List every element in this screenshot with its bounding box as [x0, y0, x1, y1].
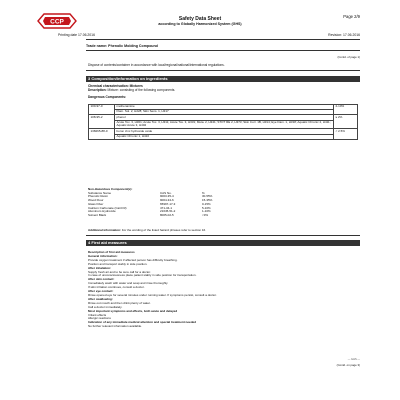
- nh-percent: 1-10%: [202, 209, 211, 214]
- nh-percent: 15-35%: [202, 198, 213, 203]
- first-aid-text: No further relevant information available.: [88, 324, 143, 329]
- first-aid-heading: Description of first aid measures: [88, 250, 135, 254]
- nh-substance: Wood Flour: [88, 198, 104, 203]
- nh-cas: 65997-17-3: [160, 201, 176, 206]
- nh-substance: Phenolic Resin: [88, 194, 109, 199]
- nh-percent: 0-15%: [202, 201, 211, 206]
- first-aid-text: Provide oxygen treatment if affected person has difficulty breathing.: [88, 257, 178, 262]
- trade-name: Trade name: Phenolic Molding Compound: [86, 44, 158, 48]
- description-label: Description:: [88, 88, 107, 92]
- first-aid-text: Supply fresh air and to be sure call for a doctor.: [88, 269, 151, 274]
- document-title: Safety Data Sheet: [178, 16, 222, 22]
- trade-name-divider: [86, 50, 360, 51]
- cas-cell: 108-95-2: [89, 115, 115, 129]
- logo-text: CCP: [50, 18, 64, 26]
- first-aid-text: Irritant effects: [88, 312, 107, 317]
- first-aid-list: [88, 251, 358, 329]
- percent-cell: 2-10%: [334, 105, 358, 115]
- disposal-statement: Dispose of contents/container in accordance with local/regional/national/international regulations.: [88, 63, 225, 67]
- ghs-separator: — GHS —: [347, 358, 360, 361]
- hazard-cell: Acute Tox. 3, H301; Acute Tox. 3, H311; Acute Tox. 3, H331; Muta. 2, H341; STOT RE 2, H373; Skin Corr. 1B, H314; Eye Dam. 1, H318; Aquatic Chronic 2, H411; Aquatic Acute 3, H402: [115, 120, 334, 129]
- document-subtitle: according to Globally Harmonized System (GHS): [158, 22, 242, 26]
- first-aid-text: Call a doctor immediately.: [88, 304, 123, 309]
- page-number: Page 2/9: [343, 14, 360, 19]
- section-3-heading: 3 Composition/information on ingredients: [86, 76, 360, 82]
- cas-cell: 138265-88-0: [89, 129, 115, 139]
- nh-header-name: Substance Name: [88, 190, 112, 195]
- first-aid-heading: After swallowing:: [88, 296, 113, 301]
- list-item: [88, 214, 288, 218]
- component-name-cell: boron zinc hydroxide oxide: [115, 129, 334, 134]
- first-aid-heading: Indication of any immediate medical attention and special treatment needed: [88, 320, 197, 325]
- hazard-cell: Aquatic Chronic 1, H410: [115, 134, 334, 139]
- nh-header-percent: %: [202, 190, 205, 195]
- nh-substance: Glass Fiber: [88, 201, 104, 206]
- first-aid-heading: General information:: [88, 253, 118, 258]
- nh-substance: Aluminum Hydroxide: [88, 209, 116, 214]
- additional-info-label: Additional information:: [88, 228, 121, 232]
- first-aid-text: If skin irritation continues, consult a doctor.: [88, 285, 145, 290]
- description-line: [88, 89, 175, 93]
- nh-substance: Calcium Carbonate (CaCO3): [88, 205, 127, 210]
- section-divider: [86, 235, 360, 236]
- nh-cas: 21645-51-2: [160, 209, 176, 214]
- nh-header-cas: CAS No.: [160, 190, 172, 195]
- cas-cell: 100-97-0: [89, 105, 115, 115]
- first-aid-text: Position and transport stably in side position.: [88, 261, 148, 266]
- component-name-cell: methenamine: [115, 105, 334, 110]
- hazard-cell: Flam. Sol. 2, H228; Skin Sens. 1, H317: [115, 110, 334, 115]
- first-aid-text: Rinse out mouth and then drink plenty of water.: [88, 300, 151, 305]
- first-aid-heading: After eye contact:: [88, 289, 114, 294]
- table-row: [89, 134, 358, 139]
- section-divider: [86, 70, 360, 71]
- continued-from-note: (Contd. of page 1): [337, 55, 360, 59]
- nh-cas: 9003-35-4: [160, 194, 174, 199]
- dangerous-components-table: [88, 104, 358, 140]
- separator-text: GHS: [351, 358, 357, 361]
- chemical-characterisation: Chemical characterisation: Mixtures: [88, 84, 143, 88]
- nh-percent: 5-10%: [202, 205, 211, 210]
- additional-information: [88, 228, 358, 232]
- nh-cas: 471-34-1: [160, 205, 173, 210]
- first-aid-text: Allergic reactions: [88, 316, 111, 321]
- percent-cell: ≤ 2%: [334, 115, 358, 129]
- nh-percent: 30-55%: [202, 194, 213, 199]
- nh-percent: <3%: [202, 212, 209, 217]
- first-aid-heading: After skin contact:: [88, 277, 115, 282]
- first-aid-text: Immediately wash with water and soap and rinse thoroughly.: [88, 281, 169, 286]
- non-hazardous-label: Non-Hazardous Component(s):: [88, 187, 133, 191]
- nh-cas: 8005-02-5: [160, 212, 174, 217]
- first-aid-heading: After inhalation:: [88, 265, 111, 270]
- first-aid-heading: Most important symptoms and effects, both acute and delayed: [88, 308, 178, 313]
- percent-cell: < 2.5%: [334, 129, 358, 139]
- printing-date: Printing date 17.06.2016: [58, 33, 95, 37]
- first-aid-text: Rinse opened eye for several minutes under running water. If symptoms persist, consult a doctor.: [88, 292, 217, 297]
- first-aid-text: In case of unconsciousness place patient stably in side position for transportation.: [88, 273, 197, 278]
- component-name-cell: phenol: [115, 115, 334, 120]
- nh-substance: Solvent Black: [88, 212, 107, 217]
- dangerous-components-label: Dangerous Components:: [88, 95, 127, 99]
- non-hazardous-block: [88, 188, 288, 218]
- nh-cas: 9004-34-6: [160, 198, 174, 203]
- continued-on-note: (Contd. on page 3): [336, 363, 360, 367]
- header-divider: [86, 39, 360, 40]
- additional-info-text: For the wording of the listed hazard phrases refer to section 16.: [121, 228, 207, 232]
- section-4-heading: 4 First aid measures: [86, 240, 360, 246]
- revision-date: Revision: 17.06.2016: [328, 33, 360, 37]
- description-text: Mixture: consisting of the following components.: [107, 88, 176, 92]
- table-row: [89, 120, 358, 129]
